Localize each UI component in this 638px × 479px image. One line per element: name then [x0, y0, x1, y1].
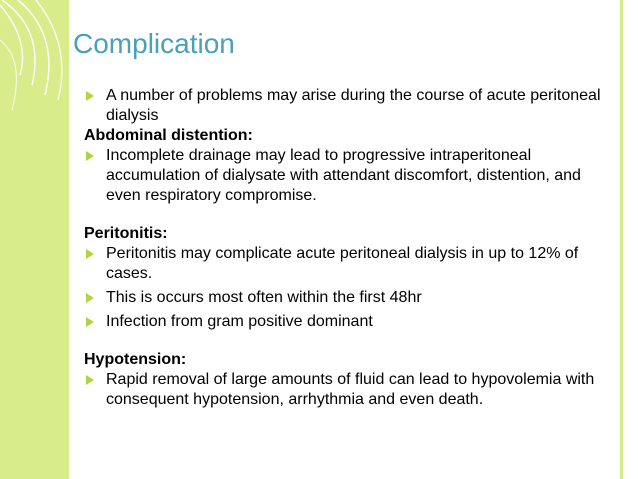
- bullet-arrow-icon: [86, 249, 94, 259]
- list-item: [82, 370, 612, 410]
- spacer: [82, 332, 612, 350]
- bullet-arrow-icon: [86, 317, 94, 327]
- section-heading-abdominal-distention: Abdominal distention:: [84, 127, 253, 144]
- bullet-arrow-icon: [86, 151, 94, 161]
- spacer: [82, 206, 612, 224]
- list-item: [82, 312, 612, 332]
- bullet-text: Incomplete drainage may lead to progressive intraperitoneal accumulation of dialysate with attendant discomfort, distention, and even respiratory compromise.: [106, 147, 581, 204]
- decorative-left-band: [0, 0, 69, 479]
- section-heading-hypotension: Hypotension:: [84, 351, 187, 368]
- bullet-text: A number of problems may arise during the course of acute peritoneal dialysis: [106, 87, 601, 124]
- bullet-arrow-icon: [86, 91, 94, 101]
- bullet-arrow-icon: [86, 293, 94, 303]
- bullet-text: Infection from gram positive dominant: [106, 313, 373, 330]
- decorative-right-line: [620, 0, 623, 479]
- bullet-arrow-icon: [86, 375, 94, 385]
- list-item: [82, 288, 612, 308]
- list-item: [82, 244, 612, 284]
- slide-title: Complication: [73, 28, 235, 59]
- list-item: [82, 146, 612, 206]
- bullet-text: This is occurs most often within the first 48hr: [106, 289, 422, 306]
- slide-content: [82, 86, 612, 410]
- intro-bullet: [82, 86, 612, 126]
- decorative-curves: [0, 0, 69, 479]
- bullet-text: Rapid removal of large amounts of fluid can lead to hypovolemia with consequent hypotension, arrhythmia and even death.: [106, 371, 595, 408]
- section-heading-peritonitis: Peritonitis:: [84, 225, 168, 242]
- bullet-text: Peritonitis may complicate acute peritoneal dialysis in up to 12% of cases.: [106, 245, 579, 282]
